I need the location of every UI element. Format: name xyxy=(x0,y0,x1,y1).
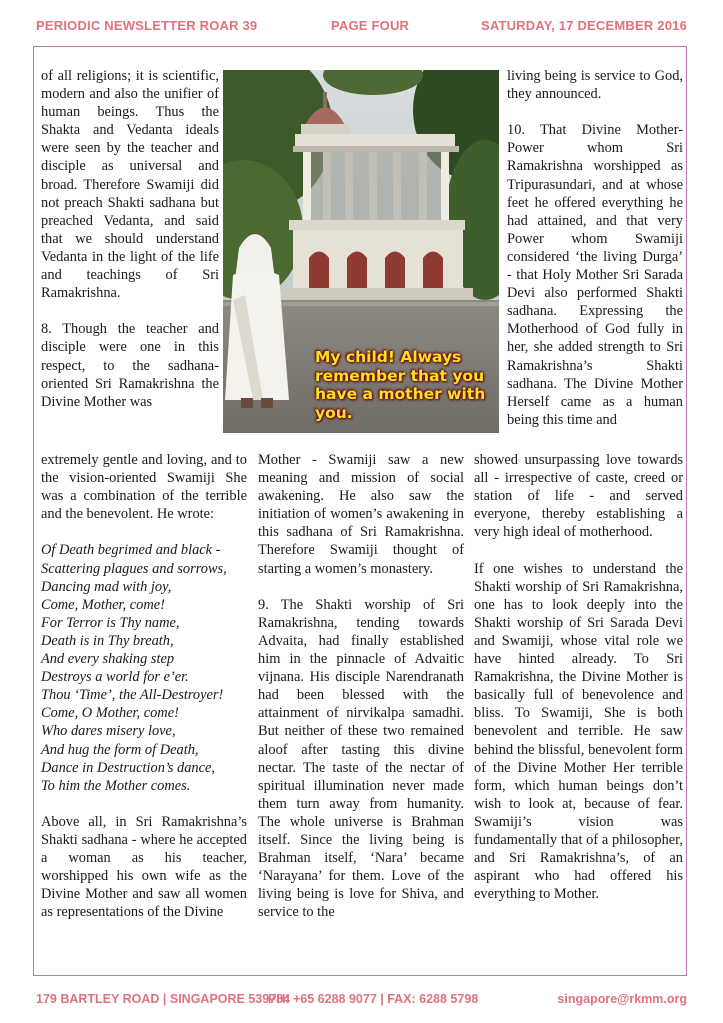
paragraph: 10. That Divine Mother-Power whom Sri Ramakrishna worshipped as Tripurasundari, and at whose feet he offered everything he had attained, and that very Power whom Swamiji considered ‘the living Durga’ - that Holy Mother Sri Sarada Devi also performed Shakti sadhana. Expressing the Motherhood of God fully in her, she added strength to Sri Ramakrishna’s Shakti sadhana. The Divine Mother Herself came as a human being this time and xyxy=(507,122,683,428)
poem-line: Of Death begrimed and black - xyxy=(41,542,221,559)
column-3-bottom xyxy=(474,451,683,921)
footer-address: 179 BARTLEY ROAD | SINGAPORE 539784 xyxy=(36,992,291,1006)
poem-line: And hug the form of Death, xyxy=(41,741,199,758)
column-3-top xyxy=(507,67,683,447)
poem xyxy=(41,541,247,794)
paragraph: Mother - Swamiji saw a new meaning and mission of social awakening. He also saw the initiation of women’s awakening in this sadhana of Sri Ramakrishna. Therefore Swamiji thought of starting a women’s monastery. xyxy=(258,452,464,577)
issue-date: SATURDAY, 17 DECEMBER 2016 xyxy=(480,18,687,33)
paragraph: living being is service to God, they announced. xyxy=(507,68,683,103)
paragraph: 9. The Shakti worship of Sri Ramakrishna, tending towards Advaita, had finally established him in the pinnacle of Advaitic vijnana. His disciple Narendranath had been blessed with the attainment of nirvikalpa samadhi. But neither of these two remained aloof after tasting this divine nectar. The taste of the nectar of spiritual illumination never made them turn away from humanity. The whole universe is Brahman itself. Since the living being is Brahman itself, ‘Nara’ became ‘Narayana’ for them. Love of the living being is love for Shiva, and service to the xyxy=(258,596,464,921)
poem-line: Scattering plagues and sorrows, xyxy=(41,560,227,577)
poem-line: And every shaking step xyxy=(41,651,175,668)
paragraph: showed unsurpassing love towards all - irrespective of caste, creed or station of life - and served everyone, thereby establishing a very high ideal of motherhood. xyxy=(474,452,683,541)
poem-line: Dancing mad with joy, xyxy=(41,578,172,595)
photo-holy-mother-temple xyxy=(223,70,499,433)
poem-line: Death is in Thy breath, xyxy=(41,632,174,649)
paragraph: If one wishes to understand the Shakti worship of Sri Ramakrishna, one has to look deeply into the Shakti worship of Sri Sarada Devi and Swamiji, whose vital role we have hinted already. To Sri Ramakrishna, the Divine Mother is basically full of benevolence and bliss. To Swamiji, She is both benevolent and terrible. He saw behind the blissful, benevolent form of the Divine Mother Her terrible form, which human beings don’t wish to look at, because of fear. Swamiji’s vision was fundamentally that of a philosopher, and Sri Ramakrishna’s, of an aspirant who had offered his everything to Mother. xyxy=(474,560,683,903)
column-2 xyxy=(258,451,464,940)
poem-line: Who dares misery love, xyxy=(41,723,176,740)
footer-phone: PH: +65 6288 9077 | FAX: 6288 5798 xyxy=(268,992,479,1006)
poem-line: Come, O Mother, come! xyxy=(41,705,179,722)
footer-email: singapore@rkmm.org xyxy=(557,992,687,1006)
poem-line: Dance in Destruction’s dance, xyxy=(41,759,215,776)
poem-line: Destroys a world for e’er. xyxy=(41,669,189,686)
newsletter-title: PERIODIC NEWSLETTER ROAR 39 xyxy=(36,18,258,33)
page-number: PAGE FOUR xyxy=(331,18,410,33)
paragraph: 8. Though the teacher and disciple were one in this respect, to the sadhana-oriented Sri Ramakrishna the Divine Mother was xyxy=(41,321,219,410)
photo-caption: My child! Always remember that you have a mother with you. xyxy=(315,348,486,422)
poem-line: To him the Mother comes. xyxy=(41,777,191,794)
paragraph: extremely gentle and loving, and to the vision-oriented Swamiji She was a combination of the terrible and the benevolent. He wrote: xyxy=(41,452,247,523)
column-1-top xyxy=(41,67,219,429)
paragraph: of all religions; it is scientific, modern and also the unifier of human beings. Thus the Shakta and Vedanta ideals were seen by the teacher and disciple as universal and broad. Therefore Swamiji did not preach Shakti sadhana but preached Vedanta, and said that we should understand Vedanta in the light of the life and teachings of Sri Ramakrishna. xyxy=(41,68,219,302)
poem-line: For Terror is Thy name, xyxy=(41,614,180,631)
poem-line: Come, Mother, come! xyxy=(41,596,165,613)
poem-line: Thou ‘Time’, the All-Destroyer! xyxy=(41,687,224,704)
column-1-bottom xyxy=(41,451,247,940)
paragraph: Above all, in Sri Ramakrishna’s Shakti sadhana - where he accepted a woman as his teacher, worshipped his own wife as the Divine Mother and saw all women as representations of the Divine xyxy=(41,813,247,921)
